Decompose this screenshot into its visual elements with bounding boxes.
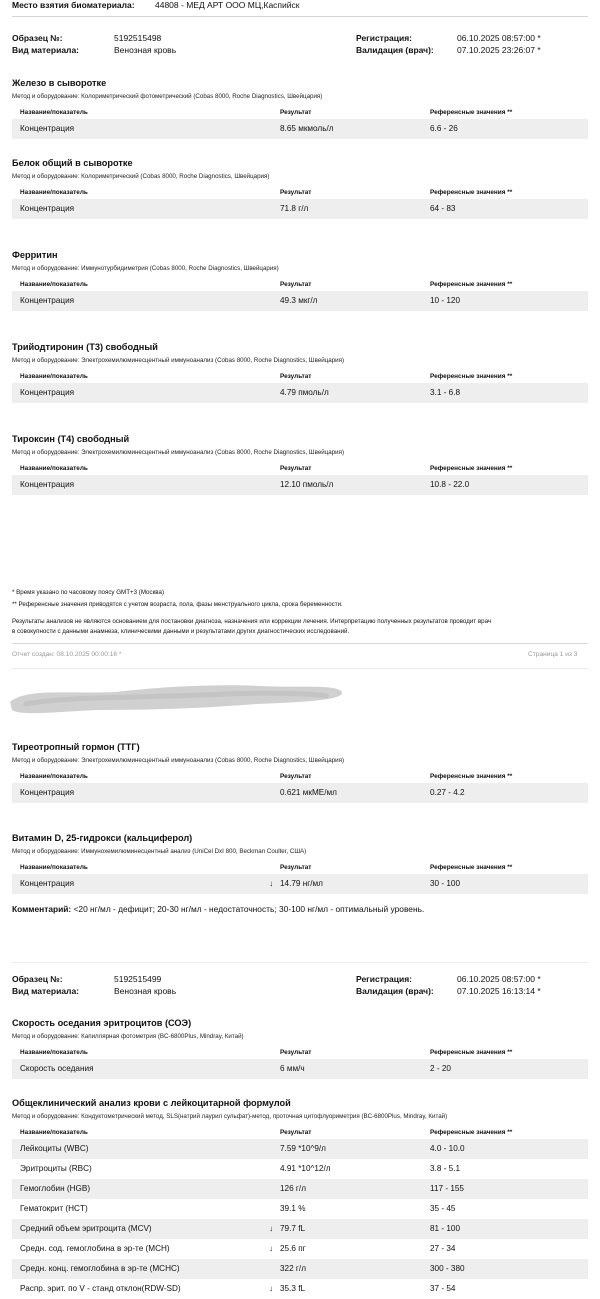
material2-label: Вид материала: — [12, 986, 80, 996]
material-label: Вид материала: — [12, 45, 80, 55]
row-reference: 4.0 - 10.0 — [430, 1144, 465, 1153]
row-name: Средний объем эритроцита (MCV) — [20, 1224, 152, 1233]
row-result: 322 г/л — [280, 1264, 306, 1273]
row-name: Распр. эрит. по V - станд отклон(RDW-SD) — [20, 1284, 181, 1293]
column-header-name: Название/показатель — [20, 1049, 88, 1056]
column-header-name: Название/показатель — [20, 864, 88, 871]
section-title: Железо в сыворотке — [12, 78, 107, 88]
row-reference: 6.6 - 26 — [430, 124, 458, 133]
row-reference: 10 - 120 — [430, 296, 461, 305]
row-name: Эритроциты (RBC) — [20, 1164, 92, 1173]
column-header-name: Название/показатель — [20, 189, 88, 196]
row-name: Средн. сод. гемоглобина в эр-те (MCH) — [20, 1244, 170, 1253]
validation-label: Валидация (врач): — [356, 45, 434, 55]
row-reference: 117 - 155 — [430, 1184, 464, 1193]
material2-value: Венозная кровь — [114, 986, 177, 996]
collection-site-label: Место взятия биоматериала: — [12, 0, 135, 10]
column-header-name: Название/показатель — [20, 373, 88, 380]
footer-divider — [12, 643, 588, 644]
page-break — [12, 668, 588, 669]
row-reference: 81 - 100 — [430, 1224, 461, 1233]
column-header-name: Название/показатель — [20, 1129, 88, 1136]
sample2-label: Образец №: — [12, 974, 63, 984]
comment-label: Комментарий: — [12, 904, 72, 914]
section-title: Трийодтиронин (Т3) свободный — [12, 342, 158, 352]
section-method: Метод и оборудование: Колориметрический фотометрический (Cobas 8000, Roche Diagnostics, Швейцария) — [12, 93, 323, 100]
row-reference: 0.27 - 4.2 — [430, 788, 465, 797]
row-reference: 10.8 - 22.0 — [430, 480, 470, 489]
column-header-name: Название/показатель — [20, 773, 88, 780]
registration-label: Регистрация: — [356, 33, 413, 43]
row-result: 71.8 г/л — [280, 204, 309, 213]
row-result: 35.3 fL — [280, 1284, 306, 1293]
reference-footnote: ** Референсные значения приводятся с учетом возраста, пола, фазы менструального цикла, срока беременности. — [12, 601, 343, 608]
row-reference: 27 - 34 — [430, 1244, 456, 1253]
column-header-reference: Референсные значения ** — [430, 465, 513, 472]
low-flag-icon: ↓ — [269, 879, 274, 888]
row-result: 14.79 нг/мл — [280, 879, 323, 888]
column-header-reference: Референсные значения ** — [430, 109, 513, 116]
report-created: Отчет создан: 08.10.2025 00:00:16 * — [12, 651, 122, 658]
column-header-result: Результат — [280, 373, 312, 380]
time-footnote: * Время указано по часовому поясу GMT+3 (Москва) — [12, 589, 165, 596]
header-divider — [12, 16, 588, 17]
row-name: Средн. конц. гемоглобина в эр-те (MCHC) — [20, 1264, 180, 1273]
registration2-label: Регистрация: — [356, 974, 413, 984]
row-result: 79.7 fL — [280, 1224, 306, 1233]
row-result: 6 мм/ч — [280, 1064, 305, 1073]
row-name: Гематокрит (HCT) — [20, 1204, 88, 1213]
section-method: Метод и оборудование: Кондуктометрический метод, SLS(натрий лаурил сульфат)-метод, проточная цитофлуориметрия (BC-6800Plus, Mindray, Китай) — [12, 1113, 448, 1120]
column-header-result: Результат — [280, 281, 312, 288]
section-method: Метод и оборудование: Электрохемилюминесцентный иммуноанализ (Cobas 8000, Roche Diagnostics, Швейцария) — [12, 449, 345, 456]
row-result: 0.621 мкМЕ/мл — [280, 788, 337, 797]
section-title: Ферритин — [12, 250, 58, 260]
row-result: 12.10 пмоль/л — [280, 480, 334, 489]
redaction-smudge — [6, 680, 346, 718]
column-header-result: Результат — [280, 189, 312, 196]
row-reference: 300 - 380 — [430, 1264, 465, 1273]
row-result: 4.91 *10^12/л — [280, 1164, 331, 1173]
section-title: Общеклинический анализ крови с лейкоцитарной формулой — [12, 1098, 291, 1108]
sample-label: Образец №: — [12, 33, 63, 43]
row-reference: 64 - 83 — [430, 204, 456, 213]
section-method: Метод и оборудование: Иммунотурбидиметрия (Cobas 8000, Roche Diagnostics, Швейцария) — [12, 265, 279, 272]
column-header-reference: Референсные значения ** — [430, 864, 513, 871]
low-flag-icon: ↓ — [269, 1284, 274, 1293]
row-result: 7.59 *10^9/л — [280, 1144, 326, 1153]
sample-value: 5192515498 — [114, 33, 162, 43]
material-value: Венозная кровь — [114, 45, 177, 55]
row-name: Концентрация — [20, 204, 75, 213]
row-result: 126 г/л — [280, 1184, 306, 1193]
column-header-reference: Референсные значения ** — [430, 189, 513, 196]
row-result: 39.1 % — [280, 1204, 306, 1213]
row-reference: 37 - 54 — [430, 1284, 456, 1293]
row-result: 25.6 пг — [280, 1244, 306, 1253]
section-method: Метод и оборудование: Иммунохемилюминесцентный анализ (UniCel DxI 800, Beckman Coulter, США) — [12, 848, 307, 855]
validation-value: 07.10.2025 23:26:07 * — [457, 45, 541, 55]
row-reference: 35 - 45 — [430, 1204, 456, 1213]
row-name: Концентрация — [20, 480, 75, 489]
low-flag-icon: ↓ — [269, 1224, 274, 1233]
section-method: Метод и оборудование: Электрохемилюминесцентный иммуноанализ (Cobas 8000, Roche Diagnostics, Швейцария) — [12, 357, 345, 364]
row-name: Скорость оседания — [20, 1064, 94, 1073]
row-name: Концентрация — [20, 296, 75, 305]
section-method: Метод и оборудование: Электрохемилюминесцентный иммуноанализ (Cobas 8000, Roche Diagnostics, Швейцария) — [12, 757, 345, 764]
registration-value: 06.10.2025 08:57:00 * — [457, 33, 541, 43]
column-header-result: Результат — [280, 1049, 312, 1056]
row-name: Концентрация — [20, 388, 75, 397]
collection-site-value: 44808 - МЕД АРТ ООО МЦ,Каспийск — [155, 0, 300, 10]
row-name: Лейкоциты (WBC) — [20, 1144, 89, 1153]
validation2-value: 07.10.2025 16:13:14 * — [457, 986, 541, 996]
column-header-reference: Референсные значения ** — [430, 1129, 513, 1136]
sample2-value: 5192515499 — [114, 974, 162, 984]
section-title: Витамин D, 25-гидрокси (кальциферол) — [12, 833, 193, 843]
sample2-divider — [12, 962, 588, 963]
column-header-reference: Референсные значения ** — [430, 1049, 513, 1056]
section-method: Метод и оборудование: Колориметрический (Cobas 8000, Roche Diagnostics, Швейцария) — [12, 173, 270, 180]
row-result: 4.79 пмоль/л — [280, 388, 329, 397]
disclaimer-line-1: Результаты анализов не являются основанием для постановки диагноза, назначения или коррекции лечения. Интерпретацию полученных результатов проводит врач — [12, 618, 492, 625]
column-header-result: Результат — [280, 109, 312, 116]
section-method: Метод и оборудование: Капиллярная фотометрия (BC-6800Plus, Mindray, Китай) — [12, 1033, 244, 1040]
column-header-name: Название/показатель — [20, 281, 88, 288]
column-header-result: Результат — [280, 773, 312, 780]
comment-text: <20 нг/мл - дефицит; 20-30 нг/мл - недостаточность; 30-100 нг/мл - оптимальный уровень. — [73, 904, 425, 914]
row-reference: 2 - 20 — [430, 1064, 451, 1073]
disclaimer-line-2: в совокупности с данными анамнеза, клиническими данными и результатами других диагностических исследований. — [12, 628, 350, 635]
vitamin-d-comment — [12, 904, 424, 914]
section-title: Тиреотропный гормон (ТТГ) — [12, 742, 140, 752]
registration2-value: 06.10.2025 08:57:00 * — [457, 974, 541, 984]
row-result: 49.3 мкг/л — [280, 296, 318, 305]
row-reference: 3.8 - 5.1 — [430, 1164, 461, 1173]
column-header-reference: Референсные значения ** — [430, 281, 513, 288]
page-number: Страница 1 из 3 — [528, 651, 578, 658]
row-result: 8.65 мкмоль/л — [280, 124, 334, 133]
column-header-name: Название/показатель — [20, 465, 88, 472]
column-header-result: Результат — [280, 465, 312, 472]
low-flag-icon: ↓ — [269, 1244, 274, 1253]
column-header-result: Результат — [280, 1129, 312, 1136]
row-reference: 3.1 - 6.8 — [430, 388, 461, 397]
row-reference: 30 - 100 — [430, 879, 461, 888]
section-title: Тироксин (Т4) свободный — [12, 434, 130, 444]
section-title: Белок общий в сыворотке — [12, 158, 133, 168]
row-name: Концентрация — [20, 788, 75, 797]
column-header-result: Результат — [280, 864, 312, 871]
section-title: Скорость оседания эритроцитов (СОЭ) — [12, 1018, 192, 1028]
row-name: Концентрация — [20, 124, 75, 133]
column-header-name: Название/показатель — [20, 109, 88, 116]
column-header-reference: Референсные значения ** — [430, 373, 513, 380]
row-name: Концентрация — [20, 879, 75, 888]
validation2-label: Валидация (врач): — [356, 986, 434, 996]
column-header-reference: Референсные значения ** — [430, 773, 513, 780]
row-name: Гемоглобин (HGB) — [20, 1184, 91, 1193]
